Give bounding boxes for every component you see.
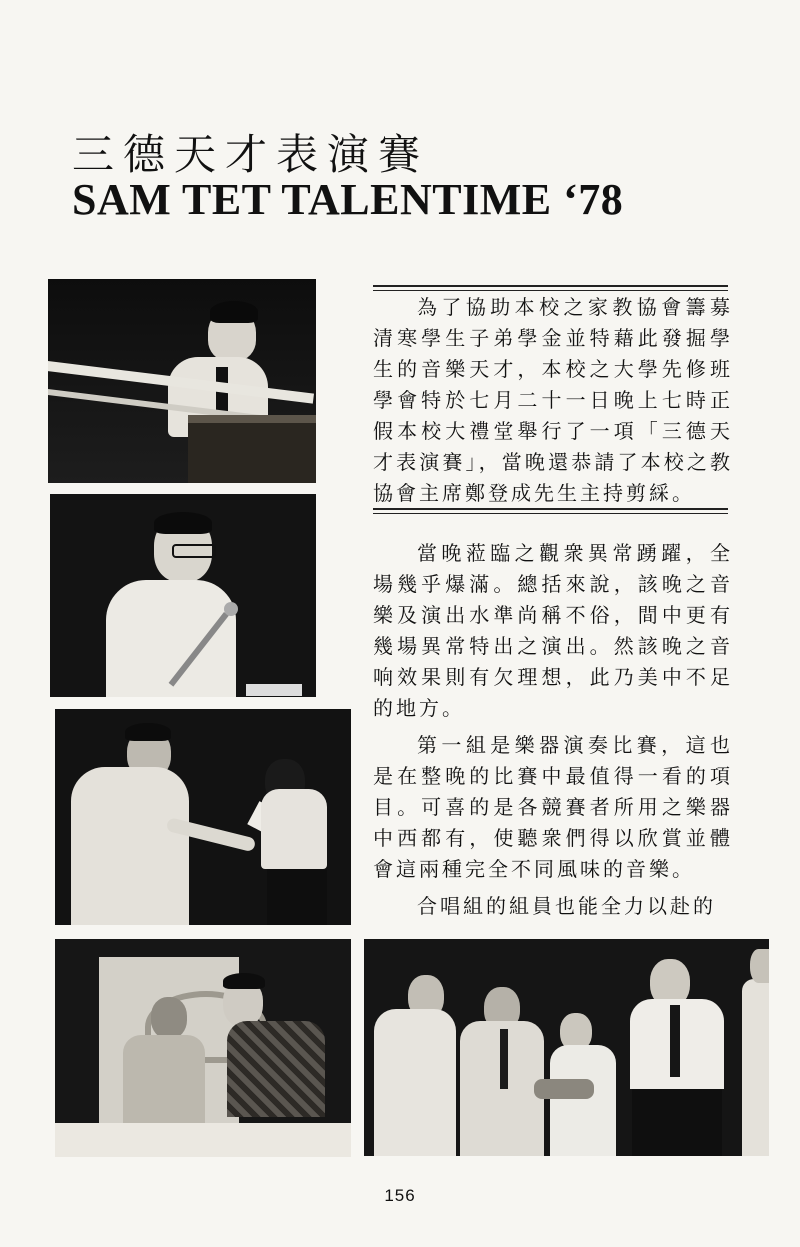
page-title-english: SAM TET TALENTIME ‘78 [72,175,624,224]
body-text [373,538,733,928]
photo-handing-certificate [55,709,351,925]
intro-paragraph: 為了協助本校之家教協會籌募清寒學生子弟學金並特藉此發掘學生的音樂天才，本校之大學先修班學會特於七月二十一日晚上七時正假本校大禮堂舉行了一項「三德天才表演賽」，當晚還恭請了本校之教協會主席鄭登成先生主持剪綵。 [373,295,733,505]
body-paragraph: 合唱組的組員也能全力以赴的 [417,894,716,918]
photo-group-stage [55,939,351,1157]
photo-prize-presentation [364,939,769,1156]
page-number: 156 [384,1186,416,1205]
body-paragraph: 第一組是樂器演奏比賽，這也是在整晚的比賽中最值得一看的項目。可喜的是各競賽者所用之樂器中西都有，使聽衆們得以欣賞並體會這兩種完全不同風味的音樂。 [373,733,733,881]
bottom-rule [373,508,728,514]
photo-speaker-microphone [50,494,316,697]
body-paragraph: 當晚蒞臨之觀衆異常踴躍，全場幾乎爆滿。總括來說，該晚之音樂及演出水準尚稱不俗，間中更有幾場異常特出之演出。然該晚之音响效果則有欠理想，此乃美中不足的地方。 [373,541,733,720]
photo-speaker-podium [48,279,316,483]
top-rule [373,285,728,291]
page-title-chinese: 三德天才表演賽 [72,130,430,179]
